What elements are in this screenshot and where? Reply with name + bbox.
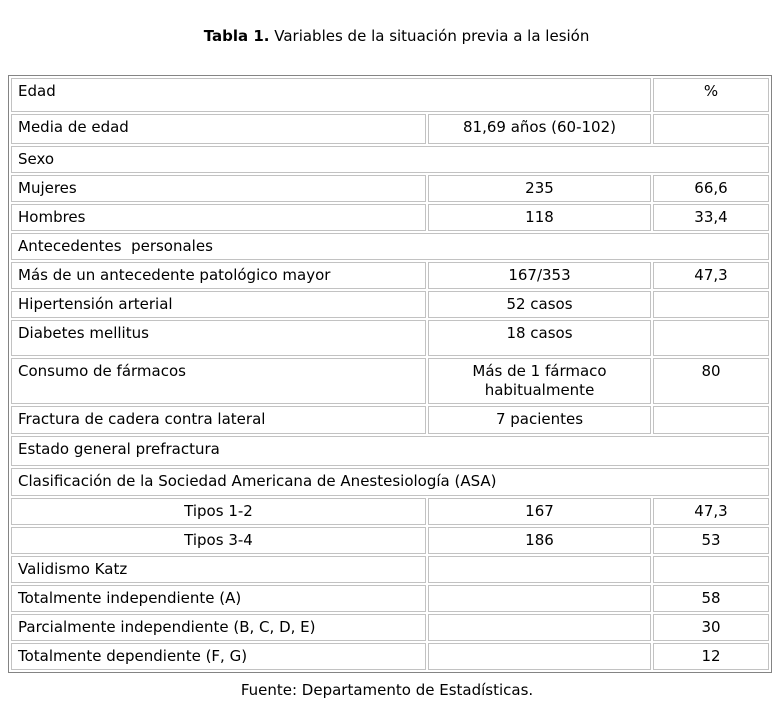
variable-label-cell: Validismo Katz [11, 556, 426, 583]
table-row [11, 556, 769, 583]
value-cell [428, 614, 651, 641]
table-title-label: Tabla 1. [203, 27, 270, 45]
table-row [11, 358, 769, 404]
variable-label-cell: Consumo de fármacos [11, 358, 426, 404]
value-cell: 235 [428, 175, 651, 202]
value-cell: 118 [428, 204, 651, 231]
table-row [11, 175, 769, 202]
percent-cell [653, 291, 769, 318]
table-row [11, 320, 769, 356]
table-row [11, 436, 769, 466]
value-cell: 18 casos [428, 320, 651, 356]
table-row [11, 291, 769, 318]
table-title [8, 8, 766, 65]
value-cell: 167 [428, 498, 651, 525]
variable-label-cell: Tipos 3-4 [11, 527, 426, 554]
percent-cell [653, 114, 769, 144]
percent-cell: 80 [653, 358, 769, 404]
table-row [11, 406, 769, 434]
section-header-cell: Antecedentes personales [11, 233, 769, 260]
table-row [11, 498, 769, 525]
table-row [11, 114, 769, 144]
table-row [11, 585, 769, 612]
table-title-text: Variables de la situación previa a la lesión [269, 27, 590, 45]
value-cell: 52 casos [428, 291, 651, 318]
table-row [11, 204, 769, 231]
percent-cell: 58 [653, 585, 769, 612]
percent-cell [653, 406, 769, 434]
variables-table-body [11, 78, 769, 670]
table-row [11, 527, 769, 554]
variable-label-cell: Totalmente dependiente (F, G) [11, 643, 426, 670]
value-cell [428, 585, 651, 612]
section-header-cell: Sexo [11, 146, 769, 173]
percent-cell: 53 [653, 527, 769, 554]
section-header-cell: Estado general prefractura [11, 436, 769, 466]
variable-label-cell: Totalmente independiente (A) [11, 585, 426, 612]
percent-cell: 30 [653, 614, 769, 641]
percent-cell: 47,3 [653, 262, 769, 289]
value-cell: 167/353 [428, 262, 651, 289]
variable-label-cell: Fractura de cadera contra lateral [11, 406, 426, 434]
table-row [11, 262, 769, 289]
table-row [11, 233, 769, 260]
value-cell: Más de 1 fármaco habitualmente [428, 358, 651, 404]
percent-cell: % [653, 78, 769, 112]
variable-label-cell: Edad [11, 78, 651, 112]
table-row [11, 468, 769, 496]
percent-cell [653, 320, 769, 356]
percent-cell: 66,6 [653, 175, 769, 202]
percent-cell: 12 [653, 643, 769, 670]
value-cell: 81,69 años (60-102) [428, 114, 651, 144]
table-row [11, 614, 769, 641]
section-header-cell: Clasificación de la Sociedad Americana de Anestesiología (ASA) [11, 468, 769, 496]
variables-table [8, 75, 772, 673]
value-cell: 7 pacientes [428, 406, 651, 434]
table-row [11, 146, 769, 173]
percent-cell [653, 556, 769, 583]
variable-label-cell: Hombres [11, 204, 426, 231]
table-row [11, 78, 769, 112]
variable-label-cell: Diabetes mellitus [11, 320, 426, 356]
variable-label-cell: Mujeres [11, 175, 426, 202]
value-cell: 186 [428, 527, 651, 554]
percent-cell: 47,3 [653, 498, 769, 525]
value-cell [428, 556, 651, 583]
variable-label-cell: Media de edad [11, 114, 426, 144]
variable-label-cell: Parcialmente independiente (B, C, D, E) [11, 614, 426, 641]
table-row [11, 643, 769, 670]
value-cell [428, 643, 651, 670]
variable-label-cell: Hipertensión arterial [11, 291, 426, 318]
percent-cell: 33,4 [653, 204, 769, 231]
variable-label-cell: Más de un antecedente patológico mayor [11, 262, 426, 289]
variable-label-cell: Tipos 1-2 [11, 498, 426, 525]
table-source: Fuente: Departamento de Estadísticas. [240, 681, 534, 699]
